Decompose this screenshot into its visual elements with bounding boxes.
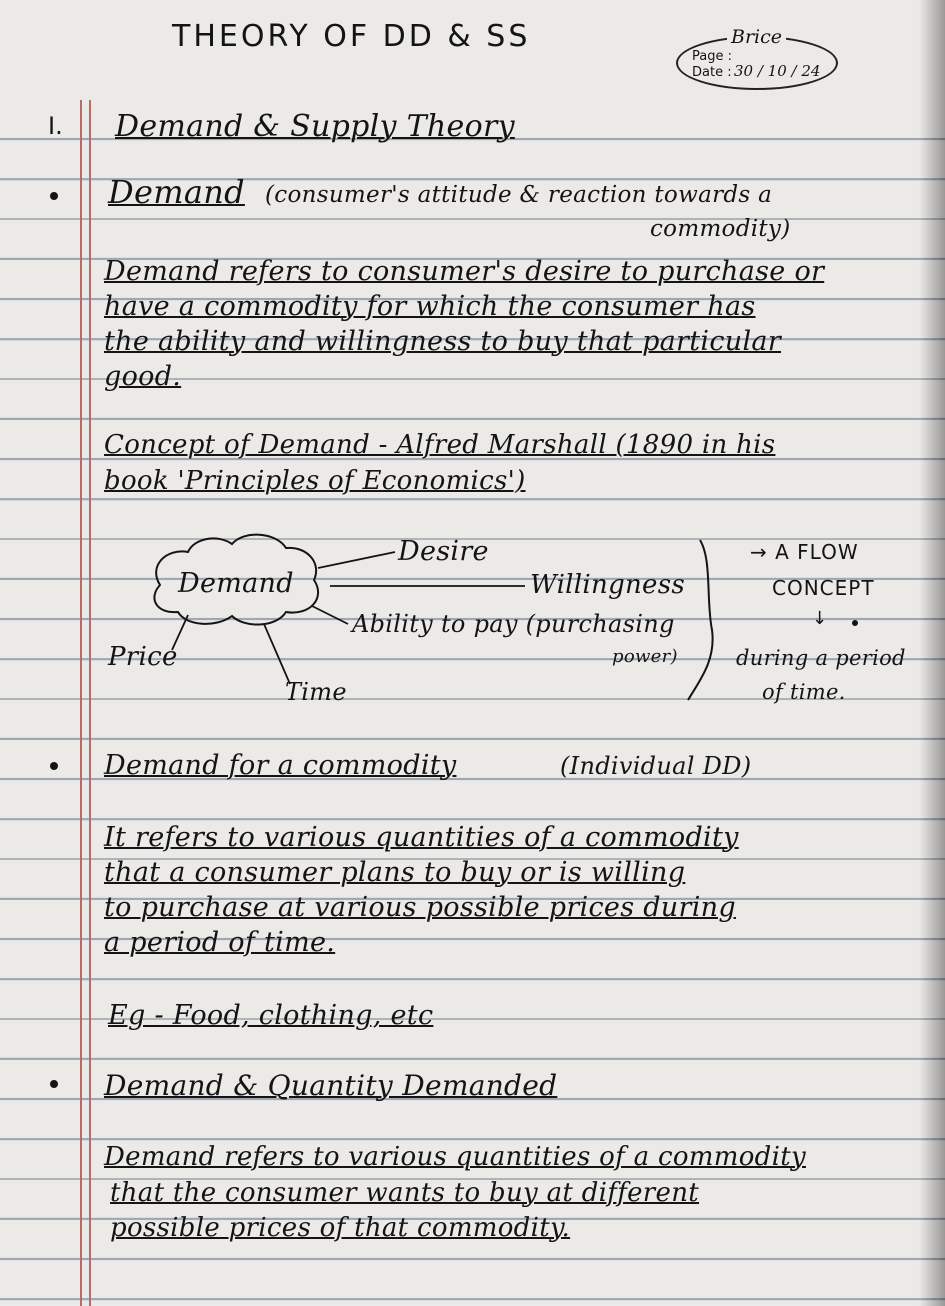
demand-def-line: Demand refers to consumer's desire to purchase or	[104, 256, 825, 287]
demand-def-line: have a commodity for which the consumer has	[104, 291, 756, 322]
date-label: Date :	[692, 65, 732, 80]
individual-def-line: to purchase at various possible prices during	[104, 892, 736, 923]
concept-line: book 'Principles of Economics')	[104, 466, 526, 496]
page-label: Page :	[692, 49, 732, 64]
qd-def-line: that the consumer wants to buy at different	[110, 1178, 700, 1208]
individual-def-line: that a consumer plans to buy or is willing	[104, 857, 686, 888]
connector-desire	[318, 552, 395, 568]
flow-concept-line1: → A FLOW	[750, 540, 859, 564]
individual-heading: Demand for a commodity	[104, 750, 457, 781]
diagram-time: Time	[285, 678, 347, 706]
demand-paren-line2: commodity)	[650, 216, 791, 242]
diagram-desire: Desire	[398, 536, 489, 567]
demand-def-line: the ability and willingness to buy that particular	[104, 326, 782, 357]
cloud-label: Demand	[178, 568, 294, 599]
bullet	[50, 1080, 58, 1088]
during-line2: of time.	[762, 680, 846, 704]
page-shadow	[919, 0, 945, 1306]
individual-def-line: It refers to various quantities of a commodity	[104, 822, 739, 853]
example-line: Eg - Food, clothing, etc	[108, 1000, 434, 1031]
down-arrow-icon: ↓	[812, 608, 828, 629]
diagram-willingness: Willingness	[530, 570, 686, 600]
section-number: I.	[48, 112, 63, 140]
diagram-power: power)	[612, 646, 678, 667]
diagram-price: Price	[108, 642, 178, 672]
connector-ability	[312, 606, 348, 624]
individual-paren: (Individual DD)	[560, 752, 752, 780]
brace	[688, 540, 713, 700]
qd-def-line: possible prices of that commodity.	[110, 1213, 571, 1243]
connector-time	[264, 624, 290, 684]
diagram-ability: Ability to pay (purchasing	[352, 610, 675, 638]
page-title: THEORY OF DD & SS	[172, 19, 531, 54]
demand-def-line: good.	[104, 361, 182, 392]
concept-line: Concept of Demand - Alfred Marshall (1890 in his	[104, 430, 776, 460]
date-value: 30 / 10 / 24	[734, 62, 821, 80]
individual-def-line: a period of time.	[104, 927, 336, 958]
demand-heading: Demand	[108, 173, 245, 211]
demand-paren-line1: (consumer's attitude & reaction towards a	[265, 182, 773, 208]
bullet	[50, 762, 58, 770]
bullet	[852, 620, 858, 626]
section-heading: Demand & Supply Theory	[115, 109, 515, 144]
brand-logo: Brice	[727, 28, 786, 47]
during-line1: during a period	[736, 646, 906, 670]
flow-concept-line2: CONCEPT	[772, 576, 875, 600]
qd-def-line: Demand refers to various quantities of a commodity	[104, 1142, 806, 1172]
qd-heading: Demand & Quantity Demanded	[104, 1069, 558, 1102]
